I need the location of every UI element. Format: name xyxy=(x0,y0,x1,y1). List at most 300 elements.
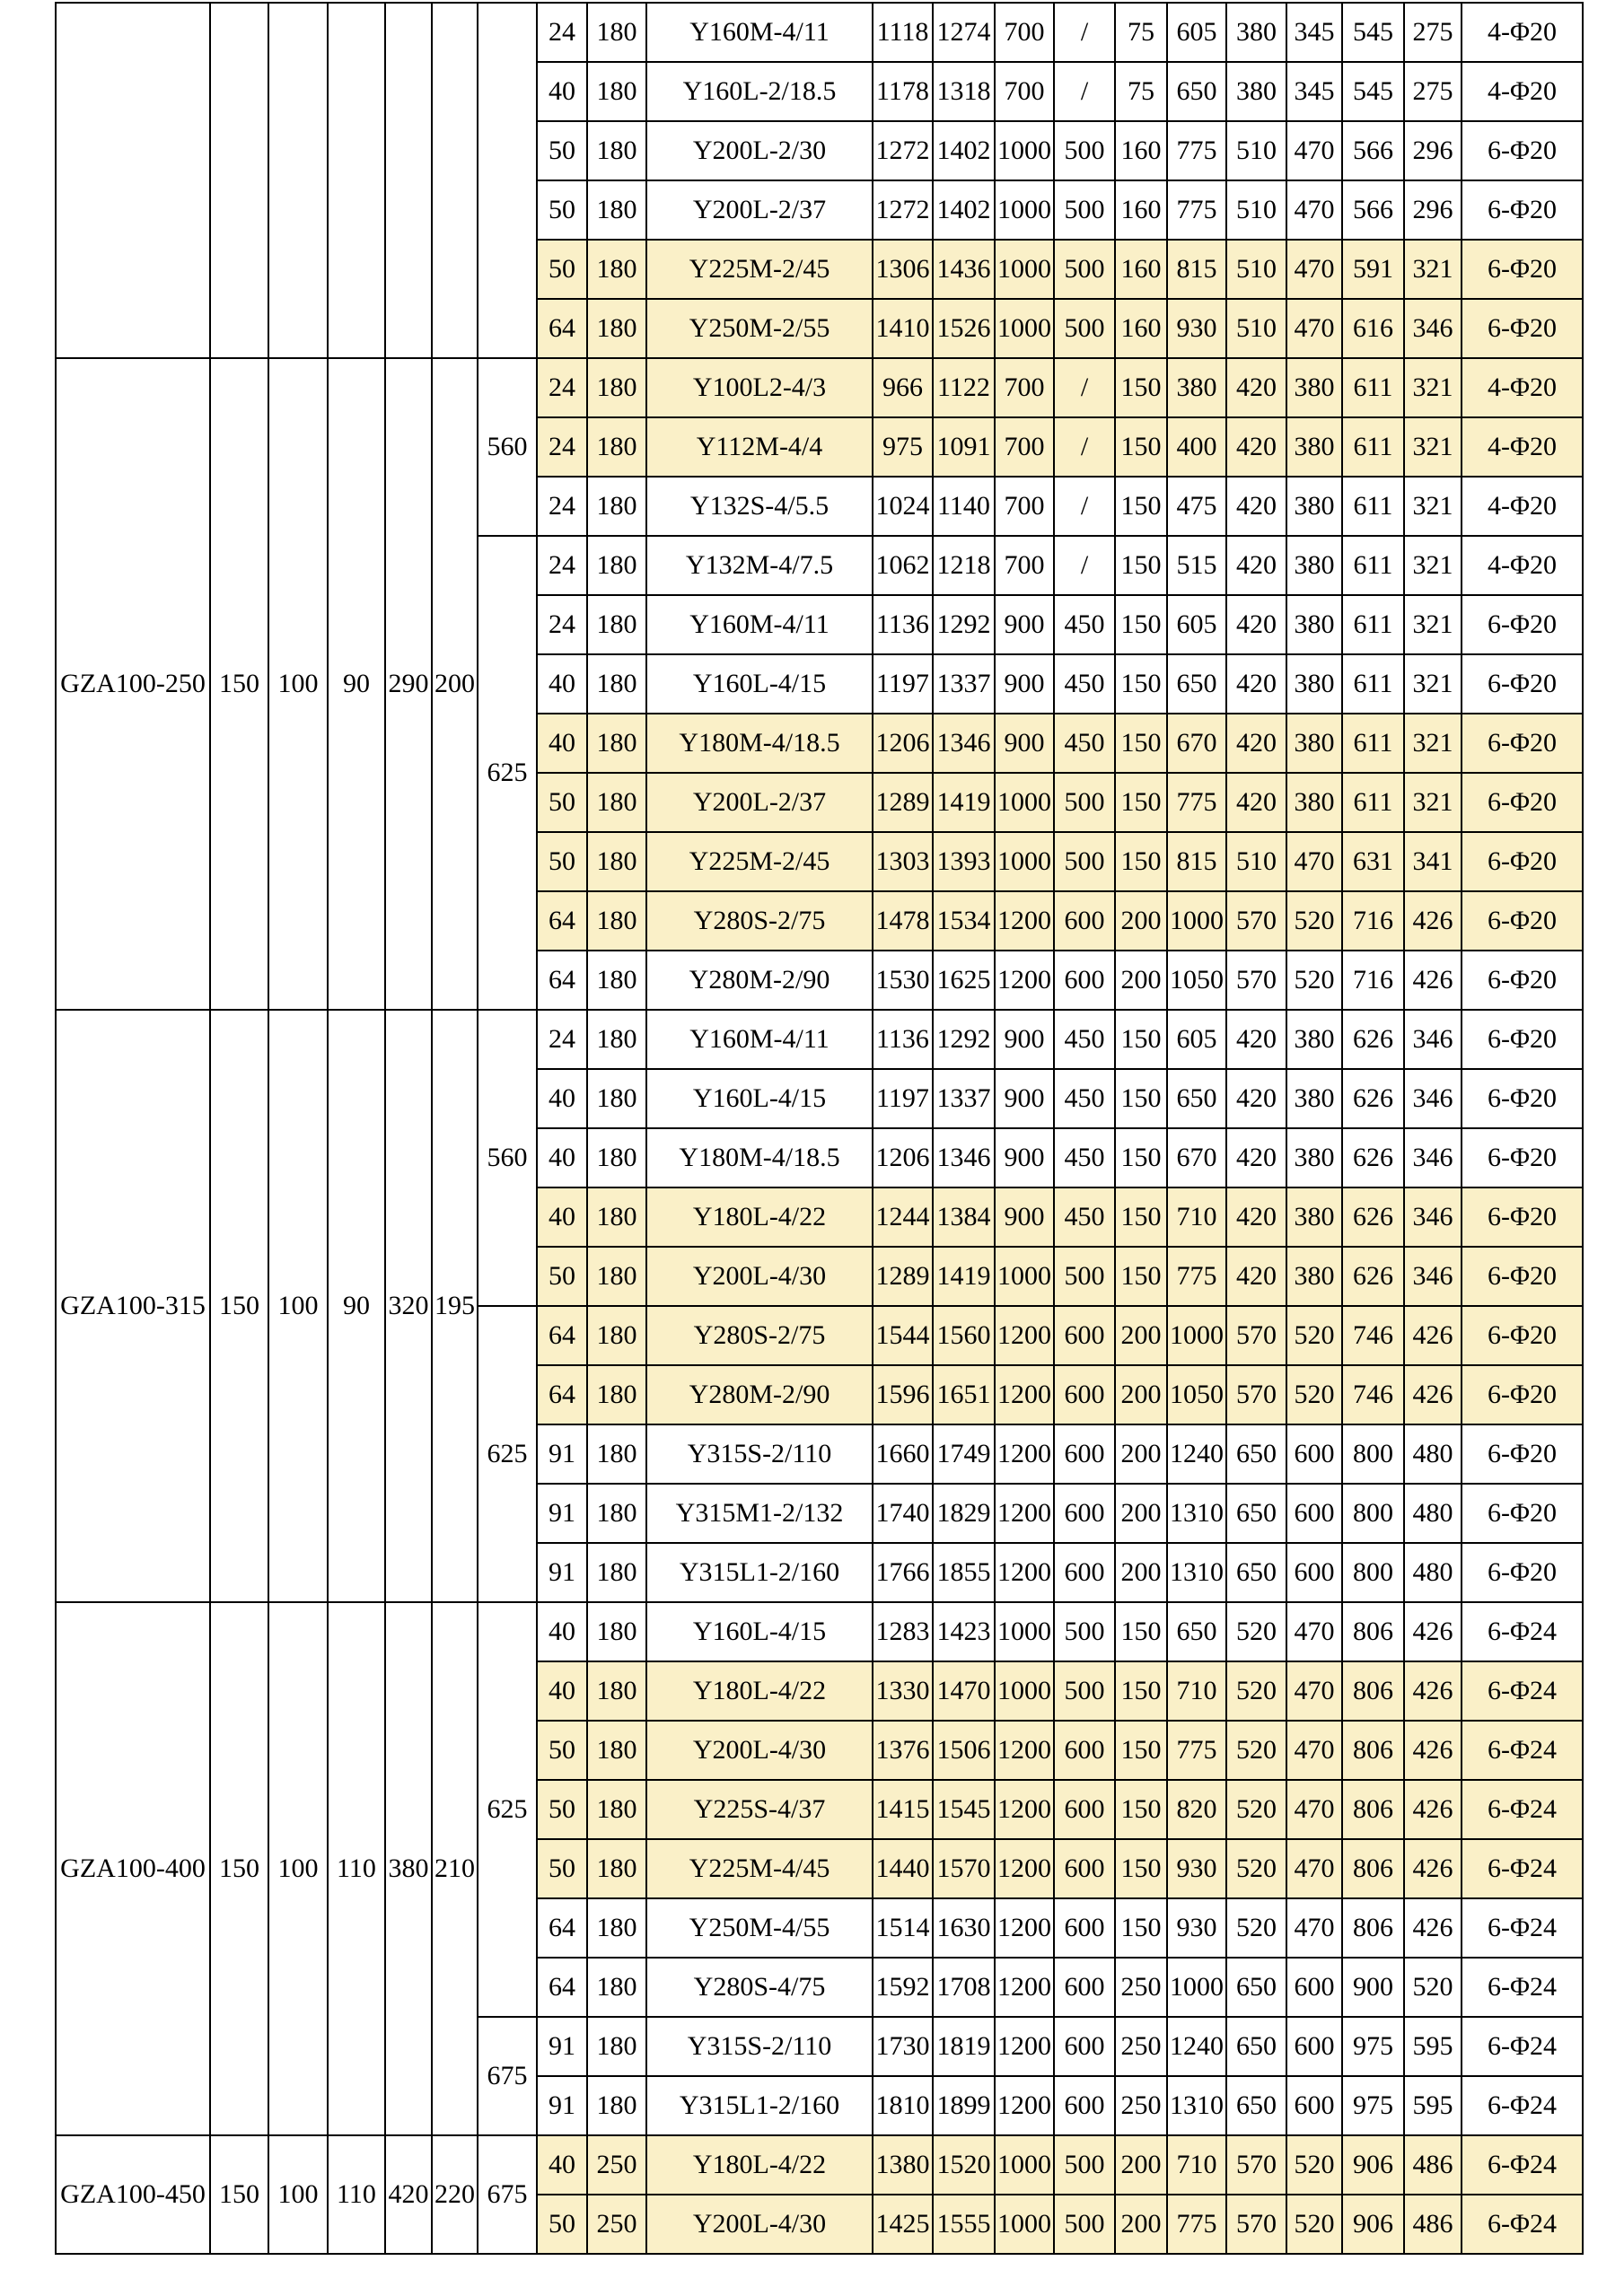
motor-type-cell: Y225S-4/37 xyxy=(646,1780,873,1839)
bolt-spec-cell: 6-Φ24 xyxy=(1462,1721,1583,1780)
dim-b-cell: 500 xyxy=(1054,240,1115,299)
dim-f-cell: 520 xyxy=(1286,1306,1342,1365)
motor-type-cell: Y160M-4/11 xyxy=(646,595,873,654)
pressure-cell: 180 xyxy=(587,714,646,773)
dim-e-cell: 420 xyxy=(1226,714,1286,773)
dim-b-cell: 500 xyxy=(1054,2195,1115,2254)
dim-c-cell: 150 xyxy=(1115,1247,1167,1306)
l1-cell: 1136 xyxy=(873,595,933,654)
l2-cell: 1402 xyxy=(933,121,995,180)
dim-g-cell: 746 xyxy=(1342,1306,1404,1365)
bolt-spec-cell: 6-Φ20 xyxy=(1462,240,1583,299)
dim-h-cell: 426 xyxy=(1404,1839,1462,1898)
l1-cell: 1425 xyxy=(873,2195,933,2254)
dim-g-cell: 800 xyxy=(1342,1424,1404,1484)
pressure-cell: 180 xyxy=(587,1780,646,1839)
dim-f-cell: 380 xyxy=(1286,654,1342,714)
flow-rate-cell: 24 xyxy=(537,536,587,595)
dim-b-cell: / xyxy=(1054,358,1115,417)
bolt-spec-cell: 4-Φ20 xyxy=(1462,358,1583,417)
dim-b-cell: 500 xyxy=(1054,180,1115,240)
dim-h-cell: 321 xyxy=(1404,240,1462,299)
dim-f-cell: 470 xyxy=(1286,180,1342,240)
bolt-spec-cell: 6-Φ20 xyxy=(1462,1247,1583,1306)
flow-rate-cell: 40 xyxy=(537,714,587,773)
l1-cell: 1206 xyxy=(873,714,933,773)
flow-rate-cell: 64 xyxy=(537,1958,587,2017)
bolt-spec-cell: 6-Φ24 xyxy=(1462,2195,1583,2254)
dim-a-cell: 900 xyxy=(995,1069,1054,1128)
dim-b-cell: 450 xyxy=(1054,1010,1115,1069)
dim-e-cell: 510 xyxy=(1226,180,1286,240)
motor-type-cell: Y160L-4/15 xyxy=(646,1069,873,1128)
dim-e-cell: 520 xyxy=(1226,1721,1286,1780)
l2-cell: 1470 xyxy=(933,1661,995,1721)
dim-e-cell: 570 xyxy=(1226,2195,1286,2254)
dim-col-cell: 150 xyxy=(210,2135,268,2254)
dim-c-cell: 150 xyxy=(1115,595,1167,654)
dim-b-cell: 600 xyxy=(1054,2017,1115,2076)
dim-d-cell: 815 xyxy=(1167,832,1226,891)
dim-b-cell: 600 xyxy=(1054,1365,1115,1424)
dim-d-cell: 670 xyxy=(1167,1128,1226,1187)
speed-cell: 675 xyxy=(478,2135,537,2254)
dim-c-cell: 200 xyxy=(1115,1365,1167,1424)
dim-e-cell: 510 xyxy=(1226,240,1286,299)
motor-type-cell: Y250M-2/55 xyxy=(646,299,873,358)
dim-d-cell: 775 xyxy=(1167,773,1226,832)
l2-cell: 1140 xyxy=(933,477,995,536)
motor-type-cell: Y160M-4/11 xyxy=(646,3,873,62)
dim-e-cell: 520 xyxy=(1226,1839,1286,1898)
dim-h-cell: 346 xyxy=(1404,1247,1462,1306)
dim-e-cell: 650 xyxy=(1226,2076,1286,2135)
dim-e-cell: 420 xyxy=(1226,536,1286,595)
l2-cell: 1534 xyxy=(933,891,995,951)
dim-b-cell: 600 xyxy=(1054,1898,1115,1958)
dim-f-cell: 520 xyxy=(1286,2135,1342,2195)
dim-d-cell: 710 xyxy=(1167,1187,1226,1247)
dim-b-cell: / xyxy=(1054,62,1115,121)
dim-e-cell: 420 xyxy=(1226,654,1286,714)
l2-cell: 1393 xyxy=(933,832,995,891)
dim-b-cell: / xyxy=(1054,477,1115,536)
dim-a-cell: 1200 xyxy=(995,1306,1054,1365)
dim-g-cell: 806 xyxy=(1342,1721,1404,1780)
l1-cell: 1289 xyxy=(873,1247,933,1306)
pressure-cell: 180 xyxy=(587,1010,646,1069)
dim-a-cell: 1000 xyxy=(995,240,1054,299)
flow-rate-cell: 40 xyxy=(537,654,587,714)
dim-f-cell: 600 xyxy=(1286,2076,1342,2135)
dim-g-cell: 611 xyxy=(1342,477,1404,536)
dim-h-cell: 341 xyxy=(1404,832,1462,891)
l2-cell: 1384 xyxy=(933,1187,995,1247)
dim-d-cell: 475 xyxy=(1167,477,1226,536)
flow-rate-cell: 91 xyxy=(537,1424,587,1484)
dim-a-cell: 1000 xyxy=(995,121,1054,180)
l1-cell: 1410 xyxy=(873,299,933,358)
speed-cell: 625 xyxy=(478,1306,537,1602)
dim-h-cell: 426 xyxy=(1404,1721,1462,1780)
dim-a-cell: 1000 xyxy=(995,2195,1054,2254)
dim-f-cell: 520 xyxy=(1286,951,1342,1010)
dim-d-cell: 710 xyxy=(1167,1661,1226,1721)
flow-rate-cell: 40 xyxy=(537,1602,587,1661)
dim-h-cell: 595 xyxy=(1404,2076,1462,2135)
dim-col-cell: 290 xyxy=(385,358,432,1010)
dim-e-cell: 510 xyxy=(1226,299,1286,358)
dim-h-cell: 426 xyxy=(1404,1898,1462,1958)
dim-col-cell: 210 xyxy=(432,1602,478,2135)
l1-cell: 1178 xyxy=(873,62,933,121)
dim-h-cell: 321 xyxy=(1404,654,1462,714)
pressure-cell: 180 xyxy=(587,1484,646,1543)
dim-b-cell: 500 xyxy=(1054,299,1115,358)
dim-b-cell: 500 xyxy=(1054,1661,1115,1721)
pressure-cell: 180 xyxy=(587,477,646,536)
pressure-cell: 180 xyxy=(587,773,646,832)
dim-d-cell: 930 xyxy=(1167,1898,1226,1958)
bolt-spec-cell: 6-Φ20 xyxy=(1462,891,1583,951)
motor-type-cell: Y180M-4/18.5 xyxy=(646,714,873,773)
dim-g-cell: 545 xyxy=(1342,62,1404,121)
dim-b-cell: 500 xyxy=(1054,832,1115,891)
l2-cell: 1274 xyxy=(933,3,995,62)
dim-col-cell xyxy=(210,3,268,358)
motor-type-cell: Y200L-4/30 xyxy=(646,1247,873,1306)
dim-e-cell: 420 xyxy=(1226,1128,1286,1187)
dim-f-cell: 380 xyxy=(1286,1128,1342,1187)
dim-col-cell: 420 xyxy=(385,2135,432,2254)
dim-c-cell: 150 xyxy=(1115,1069,1167,1128)
pressure-cell: 250 xyxy=(587,2135,646,2195)
dim-f-cell: 470 xyxy=(1286,832,1342,891)
dim-col-cell: 150 xyxy=(210,1010,268,1602)
l2-cell: 1708 xyxy=(933,1958,995,2017)
dim-c-cell: 150 xyxy=(1115,1839,1167,1898)
dim-col-cell xyxy=(268,3,328,358)
dim-c-cell: 200 xyxy=(1115,1484,1167,1543)
motor-type-cell: Y200L-4/30 xyxy=(646,1721,873,1780)
dim-g-cell: 975 xyxy=(1342,2017,1404,2076)
dim-b-cell: 600 xyxy=(1054,1484,1115,1543)
dim-f-cell: 600 xyxy=(1286,1484,1342,1543)
dim-d-cell: 670 xyxy=(1167,714,1226,773)
model-cell: GZA100-315 xyxy=(56,1010,210,1602)
dim-a-cell: 1200 xyxy=(995,2076,1054,2135)
bolt-spec-cell: 6-Φ24 xyxy=(1462,1602,1583,1661)
motor-type-cell: Y160M-4/11 xyxy=(646,1010,873,1069)
flow-rate-cell: 24 xyxy=(537,477,587,536)
dim-e-cell: 420 xyxy=(1226,773,1286,832)
dim-c-cell: 150 xyxy=(1115,417,1167,477)
dim-d-cell: 775 xyxy=(1167,180,1226,240)
dim-e-cell: 380 xyxy=(1226,3,1286,62)
motor-type-cell: Y180L-4/22 xyxy=(646,1661,873,1721)
dim-c-cell: 150 xyxy=(1115,1128,1167,1187)
motor-type-cell: Y200L-2/30 xyxy=(646,121,873,180)
bolt-spec-cell: 6-Φ20 xyxy=(1462,1484,1583,1543)
dim-e-cell: 650 xyxy=(1226,1958,1286,2017)
dim-col-cell: 110 xyxy=(328,1602,385,2135)
dim-e-cell: 650 xyxy=(1226,1424,1286,1484)
dim-g-cell: 611 xyxy=(1342,417,1404,477)
motor-type-cell: Y160L-2/18.5 xyxy=(646,62,873,121)
dim-b-cell: 500 xyxy=(1054,1602,1115,1661)
dim-c-cell: 150 xyxy=(1115,1010,1167,1069)
motor-type-cell: Y250M-4/55 xyxy=(646,1898,873,1958)
dim-h-cell: 321 xyxy=(1404,417,1462,477)
bolt-spec-cell: 6-Φ20 xyxy=(1462,714,1583,773)
dim-g-cell: 975 xyxy=(1342,2076,1404,2135)
dim-a-cell: 1200 xyxy=(995,1484,1054,1543)
dim-d-cell: 1310 xyxy=(1167,1484,1226,1543)
flow-rate-cell: 40 xyxy=(537,2135,587,2195)
dim-b-cell: / xyxy=(1054,417,1115,477)
dim-c-cell: 160 xyxy=(1115,299,1167,358)
dim-a-cell: 900 xyxy=(995,654,1054,714)
pressure-cell: 180 xyxy=(587,417,646,477)
dim-a-cell: 900 xyxy=(995,1128,1054,1187)
motor-type-cell: Y315L1-2/160 xyxy=(646,2076,873,2135)
dim-e-cell: 650 xyxy=(1226,2017,1286,2076)
dim-f-cell: 380 xyxy=(1286,1010,1342,1069)
l1-cell: 1596 xyxy=(873,1365,933,1424)
motor-type-cell: Y180L-4/22 xyxy=(646,2135,873,2195)
dim-c-cell: 75 xyxy=(1115,62,1167,121)
dim-col-cell xyxy=(385,3,432,358)
dim-c-cell: 250 xyxy=(1115,1958,1167,2017)
spec-table-wrap xyxy=(55,2,1584,2255)
dim-e-cell: 570 xyxy=(1226,891,1286,951)
pressure-cell: 180 xyxy=(587,595,646,654)
dim-a-cell: 1000 xyxy=(995,1661,1054,1721)
speed-cell xyxy=(478,3,537,358)
dim-f-cell: 470 xyxy=(1286,1721,1342,1780)
dim-d-cell: 650 xyxy=(1167,1069,1226,1128)
l1-cell: 1024 xyxy=(873,477,933,536)
dim-col-cell: 100 xyxy=(268,1602,328,2135)
flow-rate-cell: 40 xyxy=(537,1187,587,1247)
l1-cell: 1376 xyxy=(873,1721,933,1780)
dim-e-cell: 420 xyxy=(1226,1069,1286,1128)
dim-h-cell: 426 xyxy=(1404,891,1462,951)
bolt-spec-cell: 6-Φ20 xyxy=(1462,1365,1583,1424)
dim-c-cell: 150 xyxy=(1115,654,1167,714)
dim-b-cell: 600 xyxy=(1054,1958,1115,2017)
motor-type-cell: Y280S-4/75 xyxy=(646,1958,873,2017)
pressure-cell: 180 xyxy=(587,1365,646,1424)
dim-f-cell: 470 xyxy=(1286,121,1342,180)
dim-c-cell: 150 xyxy=(1115,1187,1167,1247)
l1-cell: 1306 xyxy=(873,240,933,299)
spec-table xyxy=(55,2,1584,2255)
dim-a-cell: 1200 xyxy=(995,1424,1054,1484)
dim-c-cell: 250 xyxy=(1115,2076,1167,2135)
dim-c-cell: 200 xyxy=(1115,1543,1167,1602)
dim-d-cell: 775 xyxy=(1167,2195,1226,2254)
dim-e-cell: 570 xyxy=(1226,1306,1286,1365)
motor-type-cell: Y112M-4/4 xyxy=(646,417,873,477)
dim-g-cell: 800 xyxy=(1342,1543,1404,1602)
flow-rate-cell: 24 xyxy=(537,595,587,654)
motor-type-cell: Y225M-2/45 xyxy=(646,832,873,891)
dim-d-cell: 650 xyxy=(1167,62,1226,121)
dim-g-cell: 626 xyxy=(1342,1187,1404,1247)
dim-f-cell: 520 xyxy=(1286,891,1342,951)
dim-e-cell: 650 xyxy=(1226,1543,1286,1602)
dim-d-cell: 1310 xyxy=(1167,2076,1226,2135)
bolt-spec-cell: 4-Φ20 xyxy=(1462,3,1583,62)
bolt-spec-cell: 4-Φ20 xyxy=(1462,417,1583,477)
dim-g-cell: 611 xyxy=(1342,773,1404,832)
dim-h-cell: 346 xyxy=(1404,1187,1462,1247)
l2-cell: 1346 xyxy=(933,714,995,773)
pressure-cell: 180 xyxy=(587,536,646,595)
dim-a-cell: 1200 xyxy=(995,1898,1054,1958)
l2-cell: 1419 xyxy=(933,773,995,832)
flow-rate-cell: 91 xyxy=(537,2017,587,2076)
dim-a-cell: 900 xyxy=(995,1187,1054,1247)
speed-cell: 625 xyxy=(478,536,537,1010)
dim-f-cell: 380 xyxy=(1286,1187,1342,1247)
flow-rate-cell: 50 xyxy=(537,1721,587,1780)
dim-a-cell: 1200 xyxy=(995,891,1054,951)
dim-g-cell: 566 xyxy=(1342,180,1404,240)
motor-type-cell: Y280S-2/75 xyxy=(646,891,873,951)
dim-b-cell: / xyxy=(1054,536,1115,595)
flow-rate-cell: 91 xyxy=(537,2076,587,2135)
dim-c-cell: 150 xyxy=(1115,358,1167,417)
dim-c-cell: 150 xyxy=(1115,773,1167,832)
dim-d-cell: 650 xyxy=(1167,654,1226,714)
bolt-spec-cell: 6-Φ20 xyxy=(1462,773,1583,832)
dim-f-cell: 470 xyxy=(1286,1898,1342,1958)
dim-d-cell: 1310 xyxy=(1167,1543,1226,1602)
pressure-cell: 180 xyxy=(587,1602,646,1661)
bolt-spec-cell: 6-Φ24 xyxy=(1462,1839,1583,1898)
l1-cell: 1544 xyxy=(873,1306,933,1365)
flow-rate-cell: 40 xyxy=(537,62,587,121)
table-row xyxy=(56,2135,1583,2195)
pressure-cell: 180 xyxy=(587,358,646,417)
speed-cell: 625 xyxy=(478,1602,537,2017)
dim-h-cell: 426 xyxy=(1404,951,1462,1010)
motor-type-cell: Y200L-4/30 xyxy=(646,2195,873,2254)
pressure-cell: 180 xyxy=(587,3,646,62)
l2-cell: 1819 xyxy=(933,2017,995,2076)
dim-e-cell: 420 xyxy=(1226,1010,1286,1069)
dim-d-cell: 650 xyxy=(1167,1602,1226,1661)
dim-e-cell: 510 xyxy=(1226,832,1286,891)
flow-rate-cell: 50 xyxy=(537,240,587,299)
dim-col-cell: 200 xyxy=(432,358,478,1010)
dim-d-cell: 1050 xyxy=(1167,1365,1226,1424)
dim-h-cell: 426 xyxy=(1404,1661,1462,1721)
dim-f-cell: 600 xyxy=(1286,1958,1342,2017)
dim-b-cell: 600 xyxy=(1054,1721,1115,1780)
l1-cell: 1244 xyxy=(873,1187,933,1247)
bolt-spec-cell: 6-Φ20 xyxy=(1462,121,1583,180)
l2-cell: 1749 xyxy=(933,1424,995,1484)
flow-rate-cell: 64 xyxy=(537,1306,587,1365)
l1-cell: 1272 xyxy=(873,121,933,180)
dim-h-cell: 486 xyxy=(1404,2135,1462,2195)
dim-c-cell: 75 xyxy=(1115,3,1167,62)
flow-rate-cell: 91 xyxy=(537,1543,587,1602)
bolt-spec-cell: 6-Φ24 xyxy=(1462,1661,1583,1721)
flow-rate-cell: 50 xyxy=(537,1247,587,1306)
dim-d-cell: 930 xyxy=(1167,299,1226,358)
flow-rate-cell: 40 xyxy=(537,1661,587,1721)
dim-c-cell: 150 xyxy=(1115,477,1167,536)
bolt-spec-cell: 6-Φ20 xyxy=(1462,1187,1583,1247)
pressure-cell: 180 xyxy=(587,240,646,299)
flow-rate-cell: 64 xyxy=(537,1365,587,1424)
l1-cell: 1478 xyxy=(873,891,933,951)
pressure-cell: 180 xyxy=(587,1839,646,1898)
motor-type-cell: Y315L1-2/160 xyxy=(646,1543,873,1602)
bolt-spec-cell: 4-Φ20 xyxy=(1462,536,1583,595)
bolt-spec-cell: 6-Φ20 xyxy=(1462,1010,1583,1069)
dim-col-cell xyxy=(432,3,478,358)
dim-c-cell: 160 xyxy=(1115,240,1167,299)
flow-rate-cell: 50 xyxy=(537,1780,587,1839)
l1-cell: 1136 xyxy=(873,1010,933,1069)
dim-d-cell: 605 xyxy=(1167,1010,1226,1069)
dim-e-cell: 420 xyxy=(1226,1187,1286,1247)
dim-g-cell: 716 xyxy=(1342,951,1404,1010)
table-row xyxy=(56,1010,1583,1069)
dim-d-cell: 515 xyxy=(1167,536,1226,595)
dim-g-cell: 611 xyxy=(1342,654,1404,714)
bolt-spec-cell: 6-Φ24 xyxy=(1462,2076,1583,2135)
dim-d-cell: 1000 xyxy=(1167,891,1226,951)
dim-h-cell: 346 xyxy=(1404,299,1462,358)
l1-cell: 1197 xyxy=(873,654,933,714)
dim-d-cell: 380 xyxy=(1167,358,1226,417)
pressure-cell: 180 xyxy=(587,654,646,714)
dim-e-cell: 570 xyxy=(1226,1365,1286,1424)
dim-b-cell: 600 xyxy=(1054,1839,1115,1898)
l2-cell: 1091 xyxy=(933,417,995,477)
dim-c-cell: 160 xyxy=(1115,180,1167,240)
flow-rate-cell: 64 xyxy=(537,891,587,951)
motor-type-cell: Y132S-4/5.5 xyxy=(646,477,873,536)
l2-cell: 1651 xyxy=(933,1365,995,1424)
pressure-cell: 180 xyxy=(587,2076,646,2135)
dim-a-cell: 700 xyxy=(995,62,1054,121)
dim-f-cell: 380 xyxy=(1286,1069,1342,1128)
dim-f-cell: 380 xyxy=(1286,595,1342,654)
dim-e-cell: 570 xyxy=(1226,951,1286,1010)
bolt-spec-cell: 6-Φ24 xyxy=(1462,1780,1583,1839)
table-row xyxy=(56,1602,1583,1661)
pressure-cell: 180 xyxy=(587,1958,646,2017)
dim-a-cell: 1200 xyxy=(995,1365,1054,1424)
motor-type-cell: Y100L2-4/3 xyxy=(646,358,873,417)
pressure-cell: 180 xyxy=(587,1306,646,1365)
l1-cell: 1810 xyxy=(873,2076,933,2135)
dim-d-cell: 1240 xyxy=(1167,1424,1226,1484)
dim-f-cell: 470 xyxy=(1286,1602,1342,1661)
dim-e-cell: 520 xyxy=(1226,1898,1286,1958)
flow-rate-cell: 24 xyxy=(537,358,587,417)
dim-e-cell: 420 xyxy=(1226,477,1286,536)
dim-col-cell: 100 xyxy=(268,358,328,1010)
dim-a-cell: 1200 xyxy=(995,1721,1054,1780)
